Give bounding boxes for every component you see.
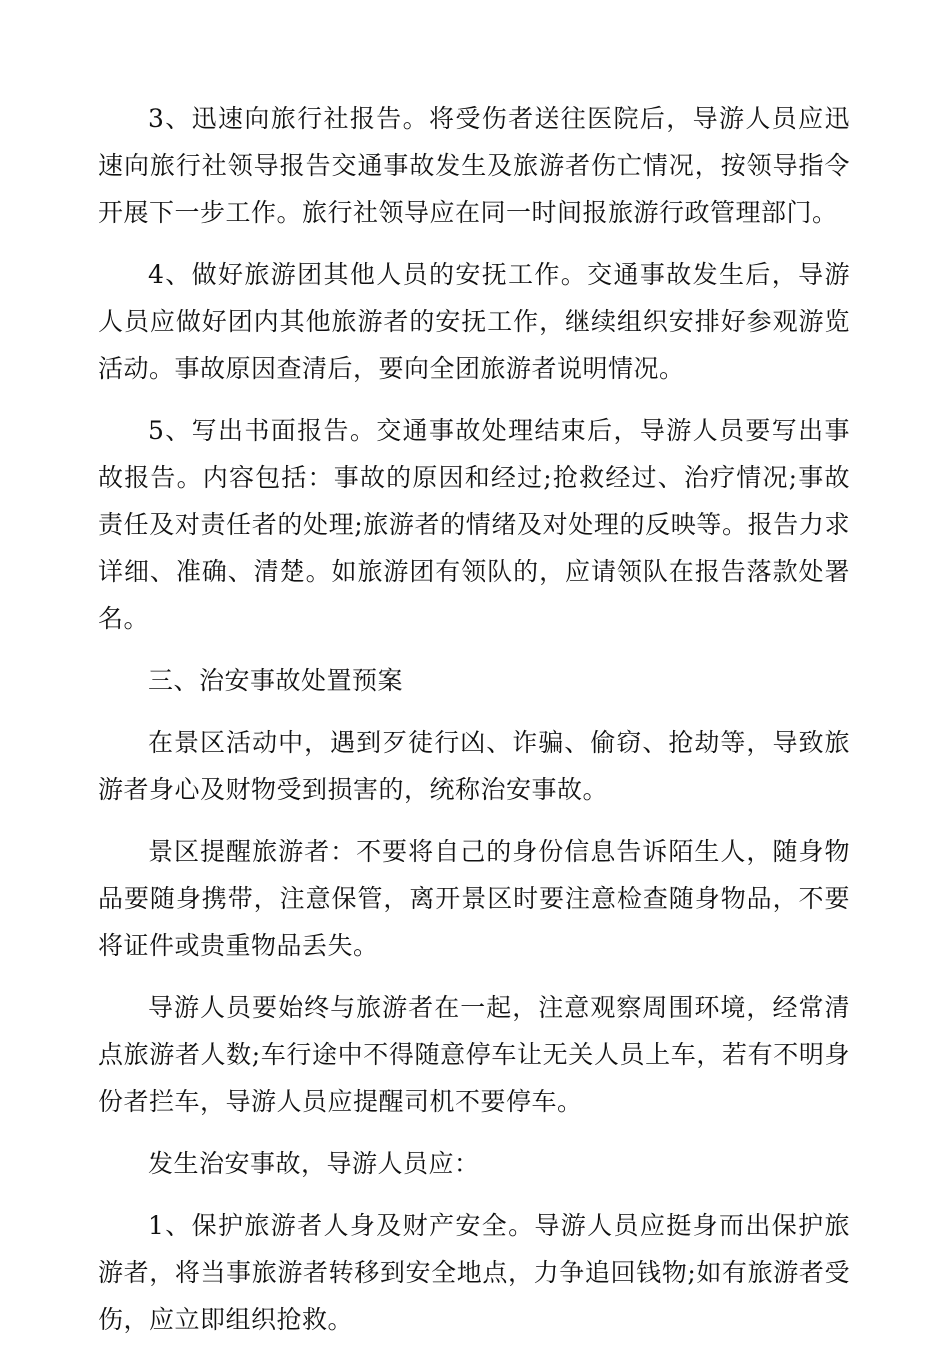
paragraph-guide-duties: 导游人员要始终与旅游者在一起，注意观察周围环境，经常清点旅游者人数;车行途中不得随意停车让无关人员上车，若有不明身份者拦车，导游人员应提醒司机不要停车。 [98, 993, 850, 1116]
document-body [98, 95, 850, 1358]
paragraph-incident-intro: 发生治安事故，导游人员应： [148, 1149, 480, 1178]
section-heading-security-incident: 三、治安事故处置预案 [148, 666, 404, 695]
paragraph-traffic-step-4: 4、做好旅游团其他人员的安抚工作。交通事故发生后，导游人员应做好团内其他旅游者的安抚工作，继续组织安排好参观游览活动。事故原因查清后，要向全团旅游者说明情况。 [98, 260, 850, 383]
paragraph-traffic-step-3: 3、迅速向旅行社报告。将受伤者送往医院后，导游人员应迅速向旅行社领导报告交通事故发生及旅游者伤亡情况，按领导指令开展下一步工作。旅行社领导应在同一时间报旅游行政管理部门。 [98, 104, 850, 227]
paragraph-traffic-step-5: 5、写出书面报告。交通事故处理结束后，导游人员要写出事故报告。内容包括：事故的原因和经过;抢救经过、治疗情况;事故责任及对责任者的处理;旅游者的情绪及对处理的反映等。报告力求详细、准确、清楚。如旅游团有领队的，应请领队在报告落款处署名。 [98, 416, 850, 633]
paragraph-visitor-reminder: 景区提醒旅游者：不要将自己的身份信息告诉陌生人，随身物品要随身携带，注意保管，离开景区时要注意检查随身物品，不要将证件或贵重物品丢失。 [98, 837, 850, 960]
paragraph-security-step-1: 1、保护旅游者人身及财产安全。导游人员应挺身而出保护旅游者，将当事旅游者转移到安全地点，力争追回钱物;如有旅游者受伤，应立即组织抢救。 [98, 1211, 850, 1334]
paragraph-security-definition: 在景区活动中，遇到歹徒行凶、诈骗、偷窃、抢劫等，导致旅游者身心及财物受到损害的，统称治安事故。 [98, 728, 850, 804]
